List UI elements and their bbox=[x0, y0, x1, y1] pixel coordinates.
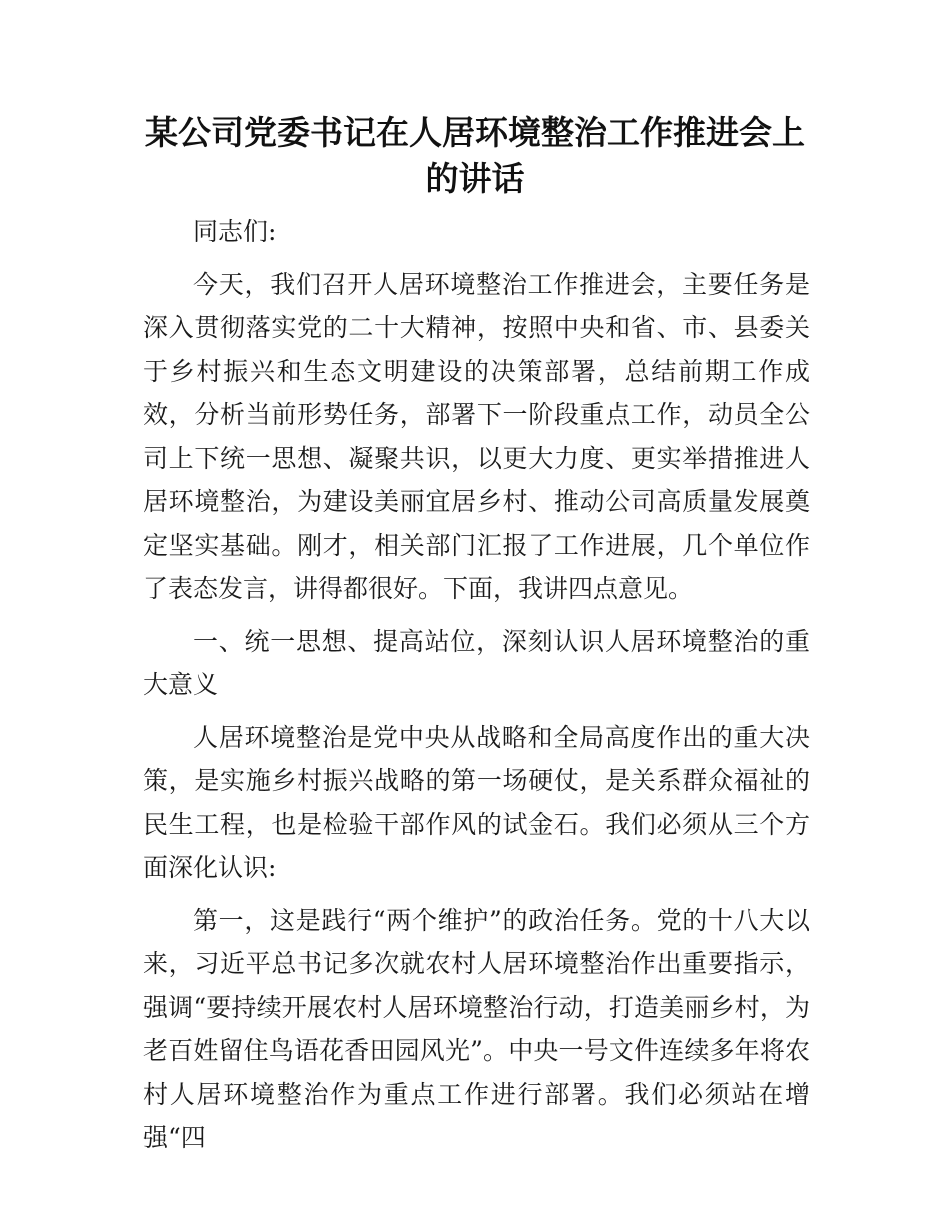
paragraph-significance: 人居环境整治是党中央从战略和全局高度作出的重大决策，是实施乡村振兴战略的第一场硬仗，是关系群众福祉的民生工程，也是检验干部作风的试金石。我们必须从三个方面深化认识: bbox=[143, 722, 810, 882]
paragraph-opening: 今天，我们召开人居环境整治工作推进会，主要任务是深入贯彻落实党的二十大精神，按照中央和省、市、县委关于乡村振兴和生态文明建设的决策部署，总结前期工作成效，分析当前形势任务，部署下一阶段重点工作，动员全公司上下统一思想、凝聚共识，以更大力度、更实举措推进人居环境整治，为建设美丽宜居乡村、推动公司高质量发展奠定坚实基础。刚才，相关部门汇报了工作进展，几个单位作了表态发言，讲得都很好。下面，我讲四点意见。 bbox=[143, 269, 810, 603]
document-body bbox=[143, 210, 810, 1169]
paragraph-point-1: 第一，这是践行“两个维护”的政治任务。党的十八大以来，习近平总书记多次就农村人居环境整治作出重要指示，强调“要持续开展农村人居环境整治行动，打造美丽乡村，为老百姓留住鸟语花香田园风光”。中央一号文件连续多年将农村人居环境整治作为重点工作进行部署。我们必须站在增强“四 bbox=[143, 905, 810, 1152]
paragraph-salutation: 同志们: bbox=[193, 217, 277, 246]
section-heading-1: 一、统一思想、提高站位，深刻认识人居环境整治的重大意义 bbox=[143, 626, 810, 699]
document-title: 某公司党委书记在人居环境整治工作推进会上的讲话 bbox=[145, 113, 805, 198]
